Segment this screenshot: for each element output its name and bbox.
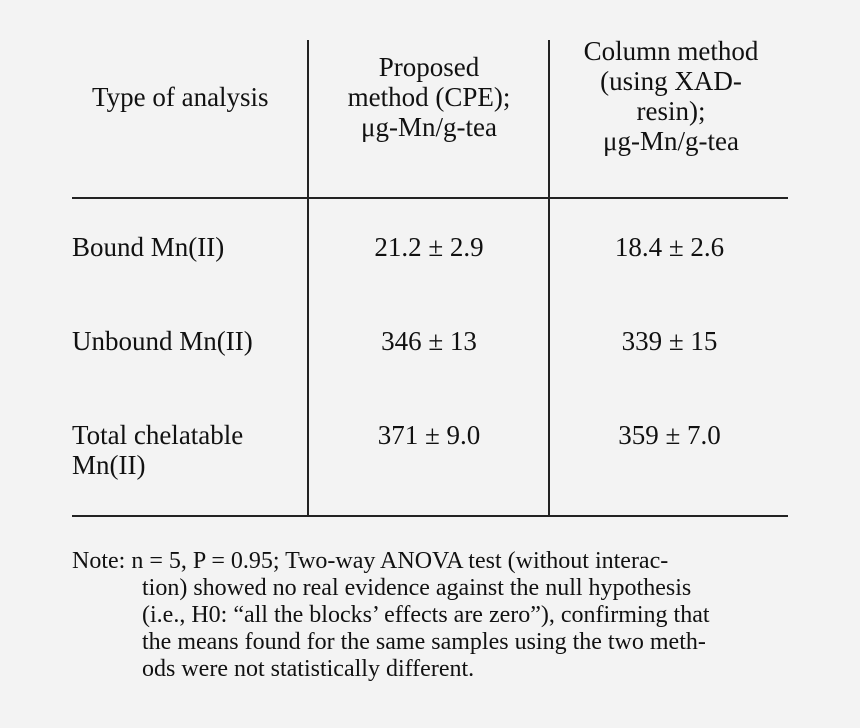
header-proposed-method: [310, 52, 548, 142]
header-proposed-line-1: Proposed: [378, 52, 480, 82]
header-column-method: [551, 36, 791, 156]
header-type-label: Type of analysis: [92, 82, 269, 112]
table-row-label-line-2: Mn(II): [72, 450, 146, 480]
header-proposed-line-2: method (CPE);: [347, 82, 511, 112]
row-total-label: [72, 420, 302, 480]
note-line-1: Note: n = 5, P = 0.95; Two-way ANOVA test (without interac-: [72, 548, 669, 574]
table-cell-value: 21.2 ± 2.9: [374, 232, 484, 262]
row-bound-column: [551, 232, 788, 262]
table-cell-value: 339 ± 15: [621, 326, 718, 356]
row-unbound-column: [551, 326, 788, 356]
note-line-4: the means found for the same samples using the two meth-: [142, 629, 706, 655]
row-unbound-cpe: [310, 326, 548, 356]
note-line-2: tion) showed no real evidence against the null hypothesis: [142, 575, 692, 601]
table-cell-value: 371 ± 9.0: [377, 420, 481, 450]
row-bound-label: [72, 232, 302, 262]
header-column-line-4: μg-Mn/g-tea: [603, 126, 739, 156]
header-column-line-2: (using XAD-: [600, 66, 742, 96]
note-line-3: (i.e., H0: “all the blocks’ effects are zero”), confirming that: [142, 602, 710, 628]
table-cell-value: 359 ± 7.0: [618, 420, 721, 450]
column-divider-1: [307, 40, 309, 517]
table-note: [72, 548, 788, 683]
row-total-column: [551, 420, 788, 450]
row-bound-cpe: [310, 232, 548, 262]
row-unbound-label: [72, 326, 302, 356]
header-bottom-rule: [72, 197, 788, 199]
header-type-of-analysis: [92, 82, 302, 112]
header-column-line-3: resin);: [636, 96, 706, 126]
table-row-label-line-1: Total chelatable: [72, 420, 244, 450]
table-bottom-rule: [72, 515, 788, 517]
row-total-cpe: [310, 420, 548, 450]
note-line-5: ods were not statistically different.: [142, 656, 475, 682]
table-cell-value: 346 ± 13: [381, 326, 477, 356]
table-row-label: Bound Mn(II): [72, 232, 225, 262]
table-row-label: Unbound Mn(II): [72, 326, 253, 356]
table-cell-value: 18.4 ± 2.6: [614, 232, 725, 262]
header-proposed-line-3: μg-Mn/g-tea: [361, 112, 497, 142]
header-column-line-1: Column method: [583, 36, 759, 66]
column-divider-2: [548, 40, 550, 517]
